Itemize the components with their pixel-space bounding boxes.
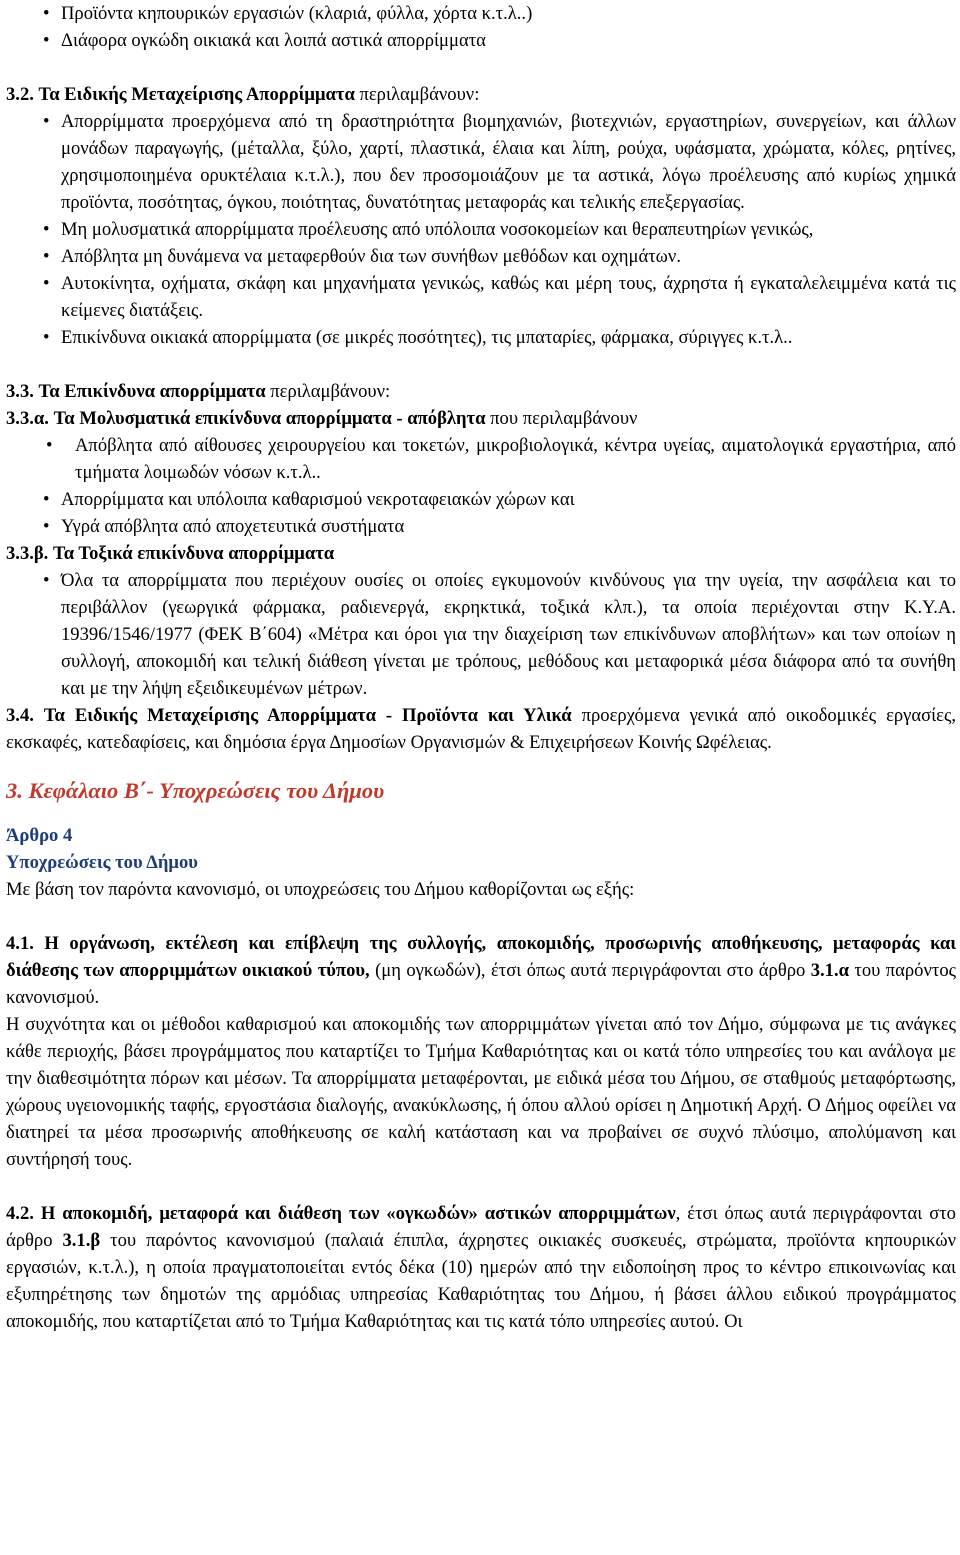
- section-3-3-heading: [6, 378, 956, 405]
- section-title: Τα Επικίνδυνα απορρίμματα: [38, 381, 266, 402]
- section-3-3-a-heading: [6, 405, 956, 432]
- section-text: προερχόμενα γενικά από οικοδομικές εργασίες, εκσκαφές, κατεδαφίσεις, και δημόσια έργα Δημοσίων Οργανισμών & Επιχειρήσεων Κοινής Ωφέλειας.: [6, 705, 956, 753]
- section-4-1: [6, 930, 956, 1011]
- list-item-text: Προϊόντα κηπουρικών εργασιών (κλαριά, φύλλα, χόρτα κ.τ.λ..): [61, 3, 533, 24]
- section-number: 3.3.α.: [6, 408, 49, 429]
- section-number: 4.1.: [6, 933, 34, 954]
- section-title: Τα Ειδικής Μεταχείρισης Απορρίμματα - Προϊόντα και Υλικά: [43, 705, 572, 726]
- bullet-icon: •: [43, 570, 50, 591]
- section-number: 3.3.β.: [6, 543, 49, 564]
- list-item-text: Διάφορα ογκώδη οικιακά και λοιπά αστικά απορρίμματα: [61, 30, 486, 51]
- section-4-1-body: Η συχνότητα και οι μέθοδοι καθαρισμού και αποκομιδής των απορριμμάτων γίνεται από τον Δήμο, σύμφωνα με τις ανάγκες κάθε περιοχής, βάσει προγράμματος που καταρτίζει το Τμήμα Καθαριότητας και οι κατά τόπο υπηρεσίες του και ανάλογα με την διαθεσιμότητα πόρων και μέσων. Τα απορρίμματα μεταφέρονται, με ειδικά μέσα του Δήμου, σε σταθμούς μεταφόρτωσης, χώρους υγειονομικής ταφής, εργοστάσια διαλογής, ανακύκλωσης, ή όπου αλλού ορίσει η Δημοτική Αρχή. Ο Δήμος οφείλει να διατηρεί τα μέσα προσωρινής αποθήκευσης σε καλή κατάσταση και να προβαίνει σε συχνό πλύσιμο, απολύμανση και συντήρησή τους.: [6, 1014, 956, 1170]
- list-item: [6, 486, 956, 513]
- section-text: , έτσι όπως αυτά περιγράφονται στο άρθρο: [6, 1203, 956, 1251]
- bullet-icon: •: [43, 489, 50, 510]
- article-reference: 3.1.β: [62, 1230, 101, 1251]
- list-item: [6, 432, 956, 486]
- section-title: Η αποκομιδή, μεταφορά και διάθεση των «ογκωδών» αστικών απορριμμάτων: [40, 1203, 676, 1224]
- list-item: [6, 108, 956, 216]
- bullet-icon: •: [43, 246, 50, 267]
- bullet-icon: •: [43, 219, 50, 240]
- list-item: [6, 0, 956, 27]
- section-title: Τα Ειδικής Μεταχείρισης Απορρίμματα: [38, 84, 355, 105]
- bullet-icon: •: [43, 516, 50, 537]
- list-item-text: Επικίνδυνα οικιακά απορρίμματα (σε μικρές ποσότητες), τις μπαταρίες, φάρμακα, σύριγγες κ.τ.λ..: [61, 327, 793, 348]
- section-title: Τα Τοξικά επικίνδυνα απορρίμματα: [53, 543, 335, 564]
- article-reference: 3.1.α: [810, 960, 849, 981]
- section-3-4: [6, 702, 956, 756]
- list-item: [6, 567, 956, 702]
- section-number: 3.3.: [6, 381, 34, 402]
- bullet-icon: •: [43, 111, 50, 132]
- article-subtitle: Υποχρεώσεις του Δήμου: [6, 852, 198, 873]
- list-item-text: Υγρά απόβλητα από αποχετευτικά συστήματα: [61, 516, 405, 537]
- list-item-text: Μη μολυσματικά απορρίμματα προέλευσης από υπόλοιπα νοσοκομείων και θεραπευτηρίων γενικώς,: [61, 219, 814, 240]
- list-item: [6, 513, 956, 540]
- section-4-2: [6, 1200, 956, 1335]
- section-3-2-heading: [6, 81, 956, 108]
- list-item: [6, 243, 956, 270]
- list-item-text: Απόβλητα από αίθουσες χειρουργείου και τοκετών, μικροβιολογικά, κέντρα υγείας, αιματολογικά εργαστήρια, από τμήματα λοιμωδών νόσων κ.τ.λ..: [75, 435, 956, 483]
- section-title: Τα Μολυσματικά επικίνδυνα απορρίμματα - απόβλητα: [53, 408, 486, 429]
- section-number: 3.2.: [6, 84, 34, 105]
- section-intro: που περιλαμβάνουν: [490, 408, 638, 429]
- list-item: [6, 324, 956, 351]
- section-text: του παρόντος κανονισμού.: [6, 960, 956, 1008]
- bullet-icon: •: [43, 273, 50, 294]
- list-item-text: Αυτοκίνητα, οχήματα, σκάφη και μηχανήματα γενικώς, καθώς και μέρη τους, άχρηστα ή εγκαταλελειμμένα κατά τις κείμενες διατάξεις.: [61, 273, 956, 321]
- list-item: [6, 216, 956, 243]
- section-number: 4.2.: [6, 1203, 34, 1224]
- list-item: [6, 27, 956, 54]
- article-intro: Με βάση τον παρόντα κανονισμό, οι υποχρεώσεις του Δήμου καθορίζονται ως εξής:: [6, 879, 635, 900]
- section-title: Η οργάνωση, εκτέλεση και επίβλεψη της συλλογής, αποκομιδής, προσωρινής αποθήκευσης, μεταφοράς και διάθεσης των απορριμμάτων οικιακού τύπου,: [6, 933, 956, 981]
- list-item-text: Απορρίμματα προερχόμενα από τη δραστηριότητα βιομηχανιών, βιοτεχνιών, εργαστηρίων, συνεργείων, και άλλων μονάδων παραγωγής, (μέταλλα, ξύλο, χαρτί, πλαστικά, έλαια και λίπη, ρούχα, υφάσματα, χρώματα, κόλες, ρητίνες, χρησιμοποιημένα ορυκτέλαια κ.τ.λ.), που δεν προσομοιάζουν με τα αστικά, λόγω προέλευσης από κυρίως χημικά προϊόντα, ποσότητας, όγκου, ποιότητας, δυνατότητας μεταφοράς και τελικής επεξεργασίας.: [61, 111, 956, 213]
- section-intro: περιλαμβάνουν:: [359, 84, 480, 105]
- bullet-icon: •: [43, 327, 50, 348]
- list-item: [6, 270, 956, 324]
- list-item-text: Όλα τα απορρίμματα που περιέχουν ουσίες οι οποίες εγκυμονούν κινδύνους για την υγεία, την ασφάλεια και το περιβάλλον (γεωργικά φάρμακα, ραδιενεργά, εκρηκτικά, τοξικά κλπ.), τα οποία περιέχονται στην Κ.Υ.Α. 19396/1546/1977 (ΦΕΚ Β΄604) «Μέτρα και όροι για την διαχείριση των επικίνδυνων αποβλήτων» και των οποίων η συλλογή, αποκομιδή και τελική διάθεση γίνεται με τρόπους, μεθόδους και μεταφορικά μέσα διάφορα από τα συνήθη και με την λήψη εξειδικευμένων μέτρων.: [61, 570, 956, 699]
- bullet-icon: •: [43, 3, 50, 24]
- list-item-text: Απόβλητα μη δυνάμενα να μεταφερθούν δια των συνήθων μεθόδων και οχημάτων.: [61, 246, 681, 267]
- list-item-text: Απορρίμματα και υπόλοιπα καθαρισμού νεκροταφειακών χώρων και: [61, 489, 575, 510]
- article-title: Άρθρο 4: [6, 825, 73, 846]
- section-number: 3.4.: [6, 705, 34, 726]
- bullet-icon: •: [46, 435, 53, 456]
- section-text: του παρόντος κανονισμού (παλαιά έπιπλα, άχρηστες οικιακές συσκευές, στρώματα, προϊόντα κηπουρικών εργασιών, κ.τ.λ.), η οποία πραγματοποιείται εντός δέκα (10) ημερών από την ειδοποίηση προς το κέντρο επικοινωνίας και εξυπηρέτησης των δημοτών της αρμόδιας υπηρεσίας Καθαριότητας του Δήμου, ή βάσει άλλου ειδικού προγράμματος αποκομιδής, που καταρτίζεται από το Τμήμα Καθαριότητας και τις κατά τόπο υπηρεσίες αυτού. Οι: [6, 1230, 956, 1332]
- section-intro: περιλαμβάνουν:: [270, 381, 391, 402]
- section-3-3-b-heading: [6, 540, 956, 567]
- chapter-title: 3. Κεφάλαιο Β΄- Υποχρεώσεις του Δήμου: [6, 778, 385, 803]
- section-text: (μη ογκωδών), έτσι όπως αυτά περιγράφονται στο άρθρο: [375, 960, 806, 981]
- bullet-icon: •: [43, 30, 50, 51]
